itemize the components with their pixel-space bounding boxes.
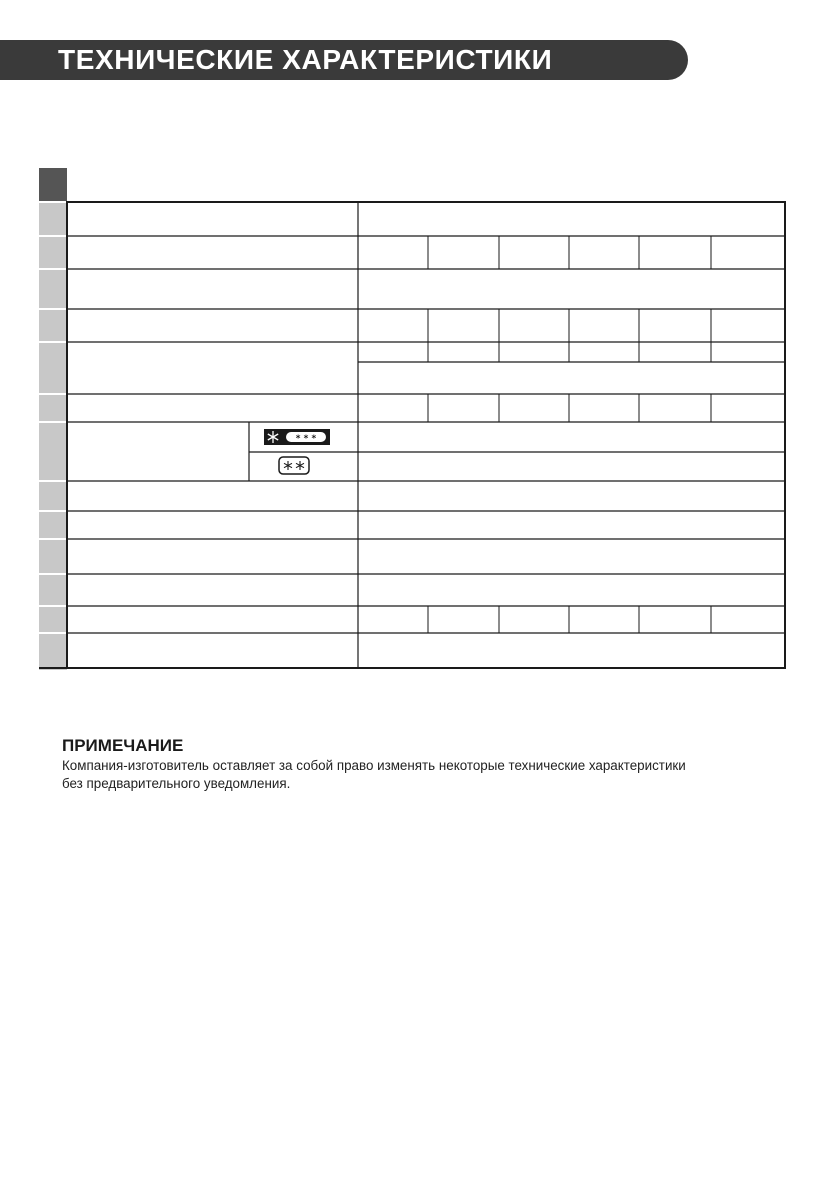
- note-line-1: Компания-изготовитель оставляет за собой право изменять некоторые технические характеристики: [62, 758, 686, 773]
- table-grid: [39, 202, 785, 668]
- row-markers: [39, 202, 67, 670]
- header-marker-block: [39, 168, 67, 202]
- note-heading: ПРИМЕЧАНИЕ: [62, 736, 184, 755]
- note-section: [62, 736, 802, 793]
- page-title: ТЕХНИЧЕСКИЕ ХАРАКТЕРИСТИКИ: [58, 44, 553, 75]
- svg-text:* * *: * * *: [295, 434, 317, 444]
- note-body: [62, 757, 802, 793]
- note-line-2: без предварительного уведомления.: [62, 776, 291, 791]
- freezer-three-star-icon: [264, 429, 330, 445]
- two-star-compartment-icon: [279, 457, 309, 474]
- spec-table: [39, 168, 787, 670]
